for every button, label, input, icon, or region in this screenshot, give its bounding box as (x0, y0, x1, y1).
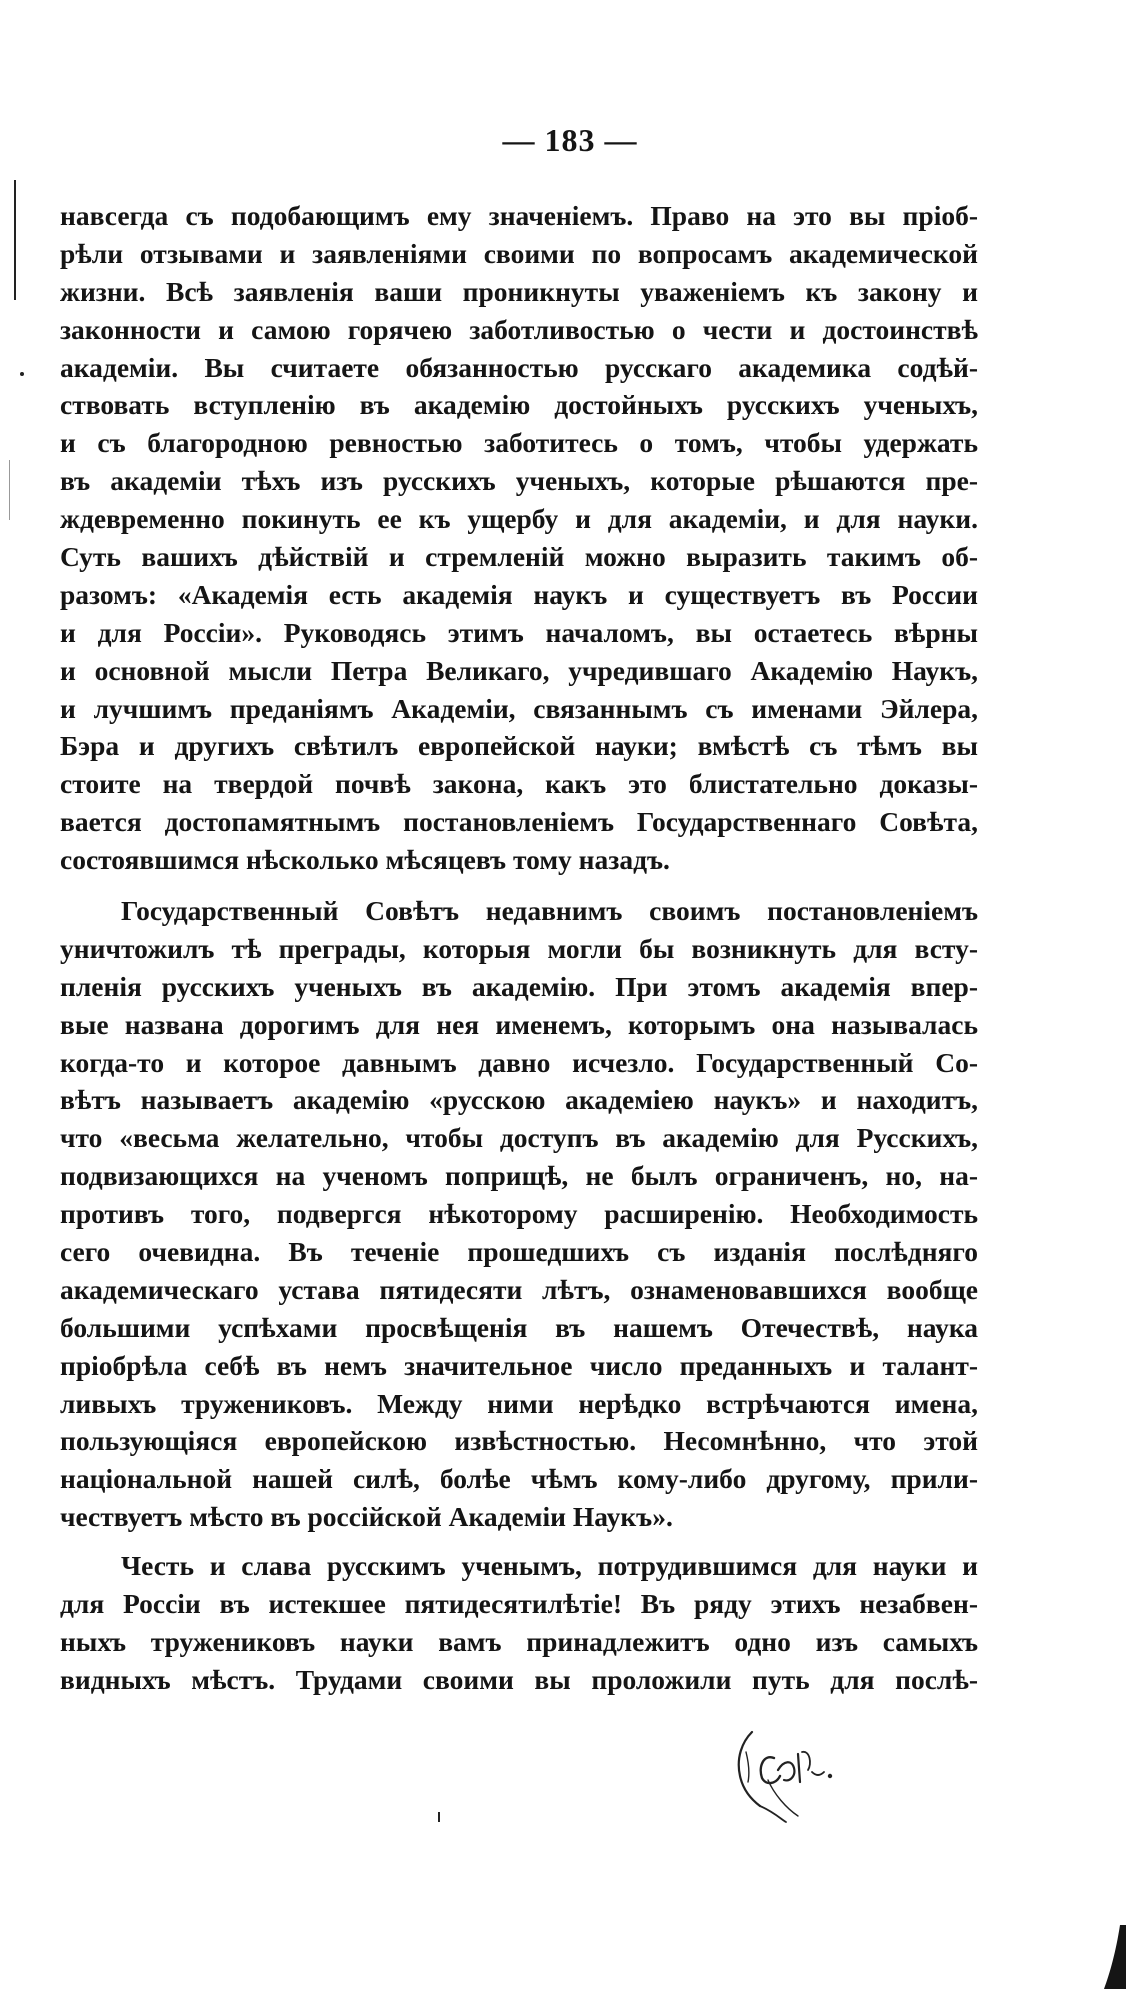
text-line: навсегда съ подобающимъ ему значеніемъ. Право на это вы пріоб- (60, 200, 978, 231)
text-line: и основной мысли Петра Великаго, учредившаго Академію Наукъ, (60, 654, 978, 686)
text-line: разомъ: «Академія есть академія наукъ и существуетъ въ России (60, 578, 978, 610)
text-line: ливыхъ тружениковъ. Между ними нерѣдко встрѣчаются имена, (60, 1387, 978, 1419)
text-line: пріобрѣла себѣ въ немъ значительное число преданныхъ и талант- (60, 1349, 978, 1381)
text-line: подвизающихся на ученомъ поприщѣ, не былъ ограниченъ, но, на- (60, 1160, 978, 1192)
text-line: когда-то и которое давнымъ давно исчезло. Государственный Со- (60, 1046, 978, 1078)
text-line: Честь и слава русскимъ ученымъ, потрудившимся для науки и (121, 1550, 978, 1581)
text-line: пользующіяся европейскою извѣстностью. Несомнѣнно, что этой (60, 1425, 978, 1457)
text-line: вѣтъ называетъ академію «русскою академіею наукъ» и находитъ, (60, 1084, 978, 1116)
text-line: академическаго устава пятидесяти лѣтъ, ознаменовавшихся вообще (60, 1273, 978, 1305)
text-line: большими успѣхами просвѣщенія въ нашемъ Отечествѣ, наука (60, 1311, 978, 1343)
text-line: жизни. Всѣ заявленія ваши проникнуты уваженіемъ къ закону и (60, 275, 978, 307)
paragraph-1 (60, 197, 978, 879)
text-line: Государственный Совѣтъ недавнимъ своимъ постановленіемъ (121, 895, 978, 926)
text-line: ствовать вступленію въ академію достойныхъ русскихъ ученыхъ, (60, 389, 978, 421)
text-line: противъ того, подвергся нѣкоторому расширенію. Необходимость (60, 1198, 978, 1230)
margin-rule (14, 180, 16, 300)
text-line: сего очевидна. Въ теченіе прошедшихъ съ изданія послѣдняго (60, 1236, 978, 1268)
text-line: въ академіи тѣхъ изъ русскихъ ученыхъ, которые рѣшаются пре- (60, 465, 978, 497)
text-line: національной нашей силѣ, болѣе чѣмъ кому-либо другому, прили- (60, 1463, 978, 1495)
text-line: вые названа дорогимъ для нея именемъ, которымъ она называлась (60, 1008, 978, 1040)
page-number: — 183 — (502, 122, 638, 158)
text-line: академіи. Вы считаете обязанностью русскаго академика содѣй- (60, 351, 978, 383)
text-line: и лучшимъ преданіямъ Академіи, связаннымъ съ именами Эйлера, (60, 692, 978, 724)
text-line: ждевременно покинуть ее къ ущербу и для академіи, и для науки. (60, 503, 978, 535)
text-line: рѣли отзывами и заявленіями своими по вопросамъ академической (60, 237, 978, 269)
paragraph-3 (60, 1547, 978, 1699)
text-line: видныхъ мѣстъ. Трудами своими вы проложили путь для послѣ- (60, 1663, 978, 1695)
text-line: ныхъ тружениковъ науки вамъ принадлежитъ одно изъ самыхъ (60, 1625, 978, 1657)
text-line: уничтожилъ тѣ преграды, которыя могли бы возникнуть для всту- (60, 932, 978, 964)
text-line: стоите на твердой почвѣ закона, какъ это блистательно доказы- (60, 768, 978, 800)
text-line: состоявшимся нѣсколько мѣсяцевъ тому назадъ. (60, 844, 670, 876)
margin-rule (9, 460, 10, 520)
corner-mark (1100, 1925, 1128, 1989)
paragraph-2 (60, 892, 978, 1536)
text-line: Суть вашихъ дѣйствій и стремленій можно выразить такимъ об- (60, 541, 978, 573)
handwritten-mark (728, 1724, 858, 1824)
margin-tick (20, 372, 24, 376)
text-line: вается достопамятнымъ постановленіемъ Государственнаго Совѣта, (60, 806, 978, 838)
stray-mark (438, 1812, 440, 1822)
text-line: что «весьма желательно, чтобы доступъ въ академію для Русскихъ, (60, 1122, 978, 1154)
text-line: чествуетъ мѣсто въ россійской Академіи Наукъ». (60, 1501, 673, 1533)
text-line: пленія русскихъ ученыхъ въ академію. При этомъ академія впер- (60, 970, 978, 1002)
text-line: для Россіи въ истекшее пятидесятилѣтіе! Въ ряду этихъ незабвен- (60, 1587, 978, 1619)
text-line: и для Россіи». Руководясь этимъ началомъ, вы остаетесь вѣрны (60, 616, 978, 648)
text-line: и съ благородною ревностью заботитесь о томъ, чтобы удержать (60, 427, 978, 459)
text-line: законности и самою горячею заботливостью о чести и достоинствѣ (60, 313, 978, 345)
text-line: Бэра и другихъ свѣтилъ европейской науки; вмѣстѣ съ тѣмъ вы (60, 730, 978, 762)
